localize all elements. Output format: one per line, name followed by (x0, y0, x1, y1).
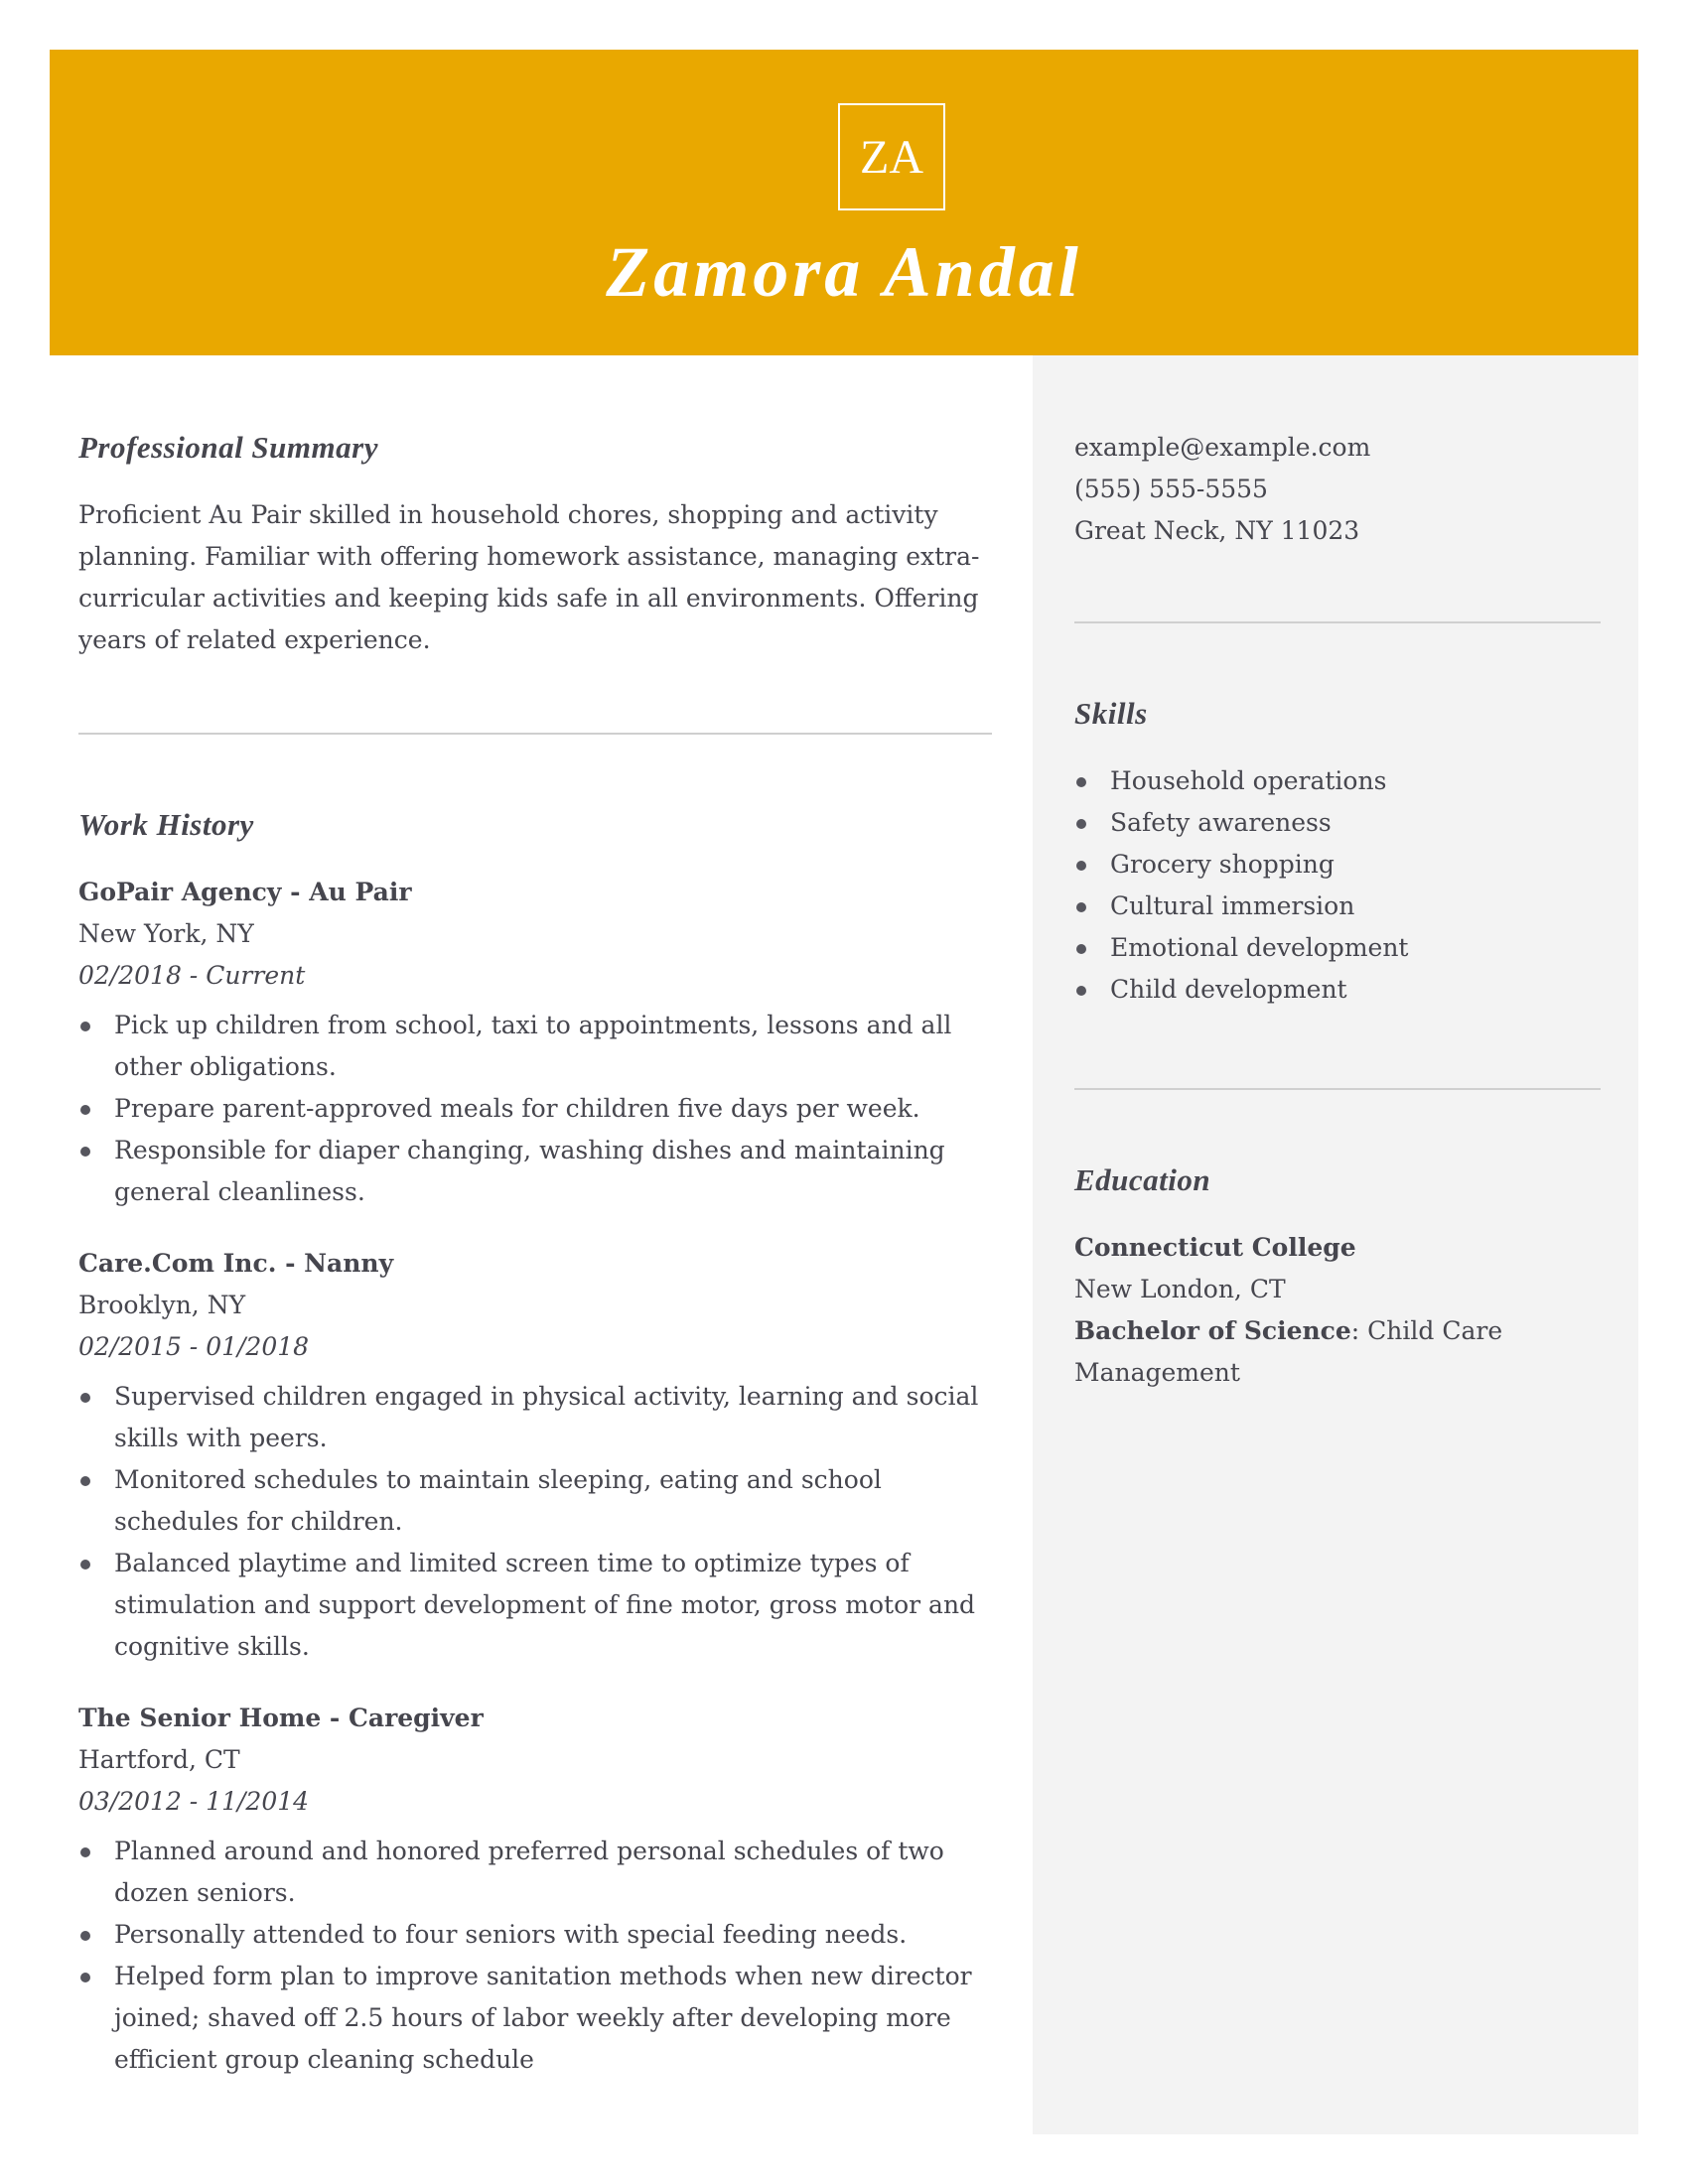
monogram: ZA (838, 103, 945, 210)
list-item: Monitored schedules to maintain sleeping, eating and school schedules for children. (78, 1459, 992, 1543)
skill-item: Grocery shopping (1074, 844, 1601, 886)
job-title: The Senior Home - Caregiver (78, 1704, 484, 1732)
job-entry (78, 1698, 992, 2081)
list-item: Balanced playtime and limited screen time to optimize types of stimulation and support development of fine motor, gross motor and cognitive skills. (78, 1543, 992, 1668)
skills-list (1074, 760, 1601, 1011)
section-divider (1074, 621, 1601, 623)
list-item: Planned around and honored preferred personal schedules of two dozen seniors. (78, 1831, 992, 1914)
job-entry (78, 1243, 992, 1668)
degree-field: Child Care Management (1074, 1316, 1503, 1387)
education-heading: Education (1074, 1162, 1211, 1197)
summary-heading: Professional Summary (78, 430, 378, 465)
section-divider (78, 733, 992, 735)
contact-phone: (555) 555-5555 (1074, 475, 1268, 503)
job-bullets (78, 1831, 992, 2081)
job-title: Care.Com Inc. - Nanny (78, 1249, 394, 1278)
contact-email[interactable]: example@example.com (1074, 433, 1371, 462)
school-name: Connecticut College (1074, 1233, 1356, 1262)
job-dates: 02/2015 - 01/2018 (78, 1332, 310, 1361)
work-history-heading: Work History (78, 807, 254, 842)
job-bullets (78, 1376, 992, 1668)
list-item: Responsible for diaper changing, washing dishes and maintaining general cleanliness. (78, 1130, 992, 1213)
list-item: Supervised children engaged in physical activity, learning and social skills with peers. (78, 1376, 992, 1459)
skill-item: Child development (1074, 969, 1601, 1011)
job-title: GoPair Agency - Au Pair (78, 878, 412, 906)
job-bullets (78, 1005, 992, 1213)
list-item: Helped form plan to improve sanitation methods when new director joined; shaved off 2.5 hours of labor weekly after developing more efficient group cleaning schedule (78, 1956, 992, 2081)
list-item: Personally attended to four seniors with special feeding needs. (78, 1914, 992, 1956)
school-location: New London, CT (1074, 1275, 1286, 1303)
degree-separator: : (1350, 1316, 1368, 1345)
job-dates: 03/2012 - 11/2014 (78, 1787, 310, 1816)
job-entry (78, 872, 992, 1213)
skills-heading: Skills (1074, 696, 1148, 731)
list-item: Pick up children from school, taxi to appointments, lessons and all other obligations. (78, 1005, 992, 1088)
sidebar-column (1074, 427, 1601, 1394)
education-entry (1074, 1227, 1601, 1394)
degree-name: Bachelor of Science (1074, 1316, 1351, 1345)
list-item: Prepare parent-approved meals for children five days per week. (78, 1088, 992, 1130)
skill-item: Safety awareness (1074, 802, 1601, 844)
skill-item: Emotional development (1074, 927, 1601, 969)
degree-line (1074, 1310, 1601, 1394)
candidate-name: Zamora Andal (606, 232, 1082, 312)
job-location: Hartford, CT (78, 1745, 240, 1774)
skill-item: Cultural immersion (1074, 886, 1601, 927)
skill-item: Household operations (1074, 760, 1601, 802)
contact-address: Great Neck, NY 11023 (1074, 516, 1360, 545)
job-dates: 02/2018 - Current (78, 961, 306, 990)
job-location: New York, NY (78, 919, 254, 948)
section-divider (1074, 1088, 1601, 1090)
header-banner (50, 50, 1638, 355)
job-location: Brooklyn, NY (78, 1291, 246, 1319)
summary-text: Proficient Au Pair skilled in household chores, shopping and activity planning. Familiar with offering homework assistance, managing extra-curricular activities and keeping kids safe in all environments. Offering years of related experience. (78, 500, 980, 654)
main-column (78, 427, 992, 2081)
